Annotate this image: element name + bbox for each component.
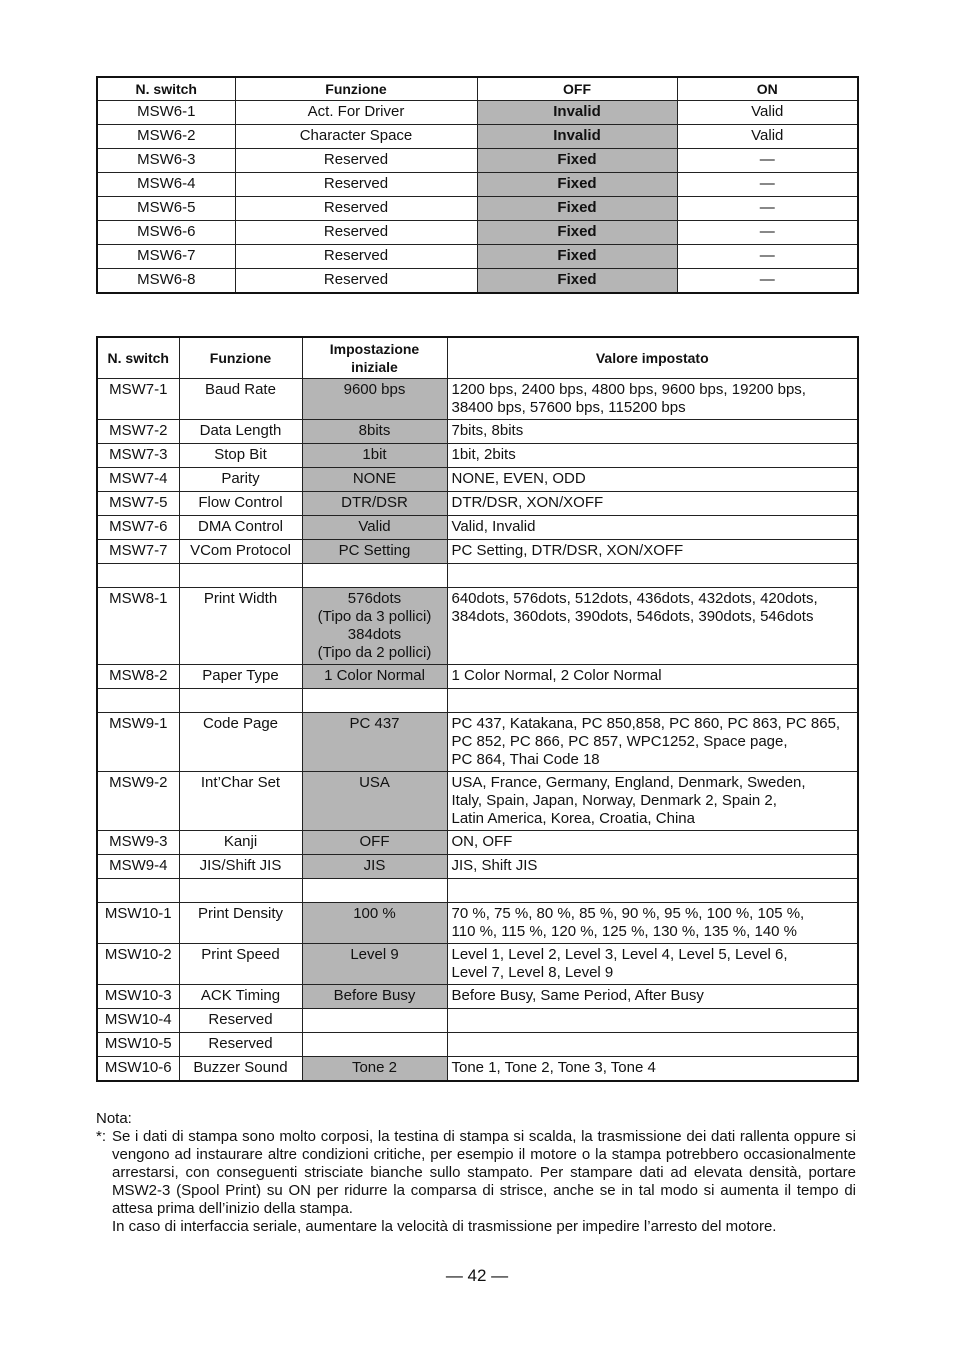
table-cell: DMA Control — [179, 516, 302, 540]
table-cell: Fixed — [477, 269, 677, 294]
table-cell: MSW7-1 — [97, 379, 179, 420]
table-row — [97, 468, 858, 492]
note-paragraph-2: In caso di interfaccia seriale, aumentare la velocità di trasmissione per impedire l’arresto del motore. — [112, 1218, 777, 1235]
table-cell: NONE — [302, 468, 447, 492]
table-cell: VCom Protocol — [179, 540, 302, 564]
note-mark: *: — [96, 1128, 107, 1145]
table-cell: Print Density — [179, 903, 302, 944]
msw7-10-table-header — [97, 337, 858, 379]
table-cell — [447, 689, 858, 713]
table-cell: MSW7-4 — [97, 468, 179, 492]
table-cell: 1bit — [302, 444, 447, 468]
note-title: Nota: — [96, 1110, 132, 1127]
table-cell: Valid — [677, 101, 858, 125]
table-cell: Reserved — [235, 221, 477, 245]
table-cell: Reserved — [179, 1033, 302, 1057]
table-cell: Reserved — [235, 173, 477, 197]
table-cell — [447, 1009, 858, 1033]
table-cell: Invalid — [477, 125, 677, 149]
table-cell — [447, 879, 858, 903]
table-cell — [302, 564, 447, 588]
table-cell: Print Width — [179, 588, 302, 665]
table-cell: Reserved — [235, 269, 477, 294]
table-cell: — — [677, 197, 858, 221]
table-row — [97, 221, 858, 245]
table-cell: 1 Color Normal — [302, 665, 447, 689]
table-cell: Baud Rate — [179, 379, 302, 420]
table-row — [97, 101, 858, 125]
table-cell: JIS — [302, 855, 447, 879]
table-cell: Kanji — [179, 831, 302, 855]
table-cell: PC 437, Katakana, PC 850,858, PC 860, PC 863, PC 865, PC 852, PC 866, PC 857, WPC1252, Space page, PC 864, Thai Code 18 — [447, 713, 858, 772]
table-cell: MSW6-3 — [97, 149, 235, 173]
table-row — [97, 903, 858, 944]
msw7-10-table — [96, 336, 859, 1082]
table-cell: Character Space — [235, 125, 477, 149]
table-row — [97, 245, 858, 269]
table-row — [97, 855, 858, 879]
header-cell: OFF — [477, 77, 677, 101]
table-cell: 640dots, 576dots, 512dots, 436dots, 432dots, 420dots, 384dots, 360dots, 390dots, 546dots, 390dots, 546dots — [447, 588, 858, 665]
table-cell: — — [677, 269, 858, 294]
table-cell: USA — [302, 772, 447, 831]
header-cell: Funzione — [235, 77, 477, 101]
note-body — [96, 1128, 856, 1236]
table-cell: 576dots (Tipo da 3 pollici) 384dots (Tipo da 2 pollici) — [302, 588, 447, 665]
table-cell: MSW6-4 — [97, 173, 235, 197]
msw6-table-header — [97, 77, 858, 101]
table-row — [97, 540, 858, 564]
table-cell: Fixed — [477, 149, 677, 173]
table-cell: JIS/Shift JIS — [179, 855, 302, 879]
table-cell: Buzzer Sound — [179, 1057, 302, 1082]
table-cell: Valid — [677, 125, 858, 149]
blank-row — [97, 879, 858, 903]
table-cell: JIS, Shift JIS — [447, 855, 858, 879]
table-cell — [302, 1033, 447, 1057]
table-cell: Tone 2 — [302, 1057, 447, 1082]
table-cell: Fixed — [477, 245, 677, 269]
table-cell: Paper Type — [179, 665, 302, 689]
table-cell: Tone 1, Tone 2, Tone 3, Tone 4 — [447, 1057, 858, 1082]
table-cell — [179, 689, 302, 713]
table-row — [97, 985, 858, 1009]
table-cell — [302, 879, 447, 903]
table-row — [97, 588, 858, 665]
table-cell: Flow Control — [179, 492, 302, 516]
table-cell: MSW10-4 — [97, 1009, 179, 1033]
table-cell: MSW6-2 — [97, 125, 235, 149]
table-cell — [97, 564, 179, 588]
table-cell: Valid — [302, 516, 447, 540]
table-row — [97, 1033, 858, 1057]
table-cell: Reserved — [235, 197, 477, 221]
table-row — [97, 492, 858, 516]
table-cell — [302, 689, 447, 713]
table-cell: MSW8-2 — [97, 665, 179, 689]
table-cell — [97, 689, 179, 713]
msw6-table — [96, 76, 859, 294]
table-cell: Invalid — [477, 101, 677, 125]
table-row — [97, 516, 858, 540]
header-cell: Impostazione iniziale — [302, 337, 447, 379]
table-cell: 1bit, 2bits — [447, 444, 858, 468]
table-cell: — — [677, 245, 858, 269]
table-cell: MSW7-2 — [97, 420, 179, 444]
table-cell: Valid, Invalid — [447, 516, 858, 540]
table-cell: MSW9-1 — [97, 713, 179, 772]
table-cell: 7bits, 8bits — [447, 420, 858, 444]
table-cell: Before Busy — [302, 985, 447, 1009]
page-number: — 42 — — [445, 1266, 509, 1285]
table-cell: — — [677, 173, 858, 197]
table-cell — [179, 879, 302, 903]
table-cell: 9600 bps — [302, 379, 447, 420]
table-cell: Int’Char Set — [179, 772, 302, 831]
table-cell: MSW7-7 — [97, 540, 179, 564]
table-cell: OFF — [302, 831, 447, 855]
table-cell: MSW7-3 — [97, 444, 179, 468]
table-cell — [97, 879, 179, 903]
table-row — [97, 444, 858, 468]
table-cell: Parity — [179, 468, 302, 492]
note-text — [112, 1128, 856, 1236]
table-row — [97, 149, 858, 173]
table-cell: MSW6-1 — [97, 101, 235, 125]
table-cell: MSW6-8 — [97, 269, 235, 294]
table-row — [97, 1009, 858, 1033]
table-cell: Fixed — [477, 197, 677, 221]
table-cell — [447, 1033, 858, 1057]
table-cell: 100 % — [302, 903, 447, 944]
table-row — [97, 944, 858, 985]
table-cell: MSW10-5 — [97, 1033, 179, 1057]
table-cell: MSW10-2 — [97, 944, 179, 985]
table-cell: DTR/DSR, XON/XOFF — [447, 492, 858, 516]
table-cell: 1 Color Normal, 2 Color Normal — [447, 665, 858, 689]
table-cell: MSW6-5 — [97, 197, 235, 221]
table-cell: Reserved — [235, 149, 477, 173]
table-cell: MSW6-6 — [97, 221, 235, 245]
table-cell: MSW10-6 — [97, 1057, 179, 1082]
table-cell: Reserved — [235, 245, 477, 269]
table-cell: MSW9-3 — [97, 831, 179, 855]
table-row — [97, 420, 858, 444]
table-row — [97, 772, 858, 831]
table-row — [97, 173, 858, 197]
table-cell: PC 437 — [302, 713, 447, 772]
table-cell: MSW9-4 — [97, 855, 179, 879]
table-cell: Level 1, Level 2, Level 3, Level 4, Level 5, Level 6, Level 7, Level 8, Level 9 — [447, 944, 858, 985]
table-row — [97, 379, 858, 420]
table-cell: — — [677, 149, 858, 173]
header-cell: N. switch — [97, 337, 179, 379]
table-cell: Level 9 — [302, 944, 447, 985]
table-row — [97, 125, 858, 149]
table-row — [97, 831, 858, 855]
table-cell: Code Page — [179, 713, 302, 772]
blank-row — [97, 689, 858, 713]
header-cell: Valore impostato — [447, 337, 858, 379]
table-cell: MSW8-1 — [97, 588, 179, 665]
table-cell: Print Speed — [179, 944, 302, 985]
table-cell: MSW6-7 — [97, 245, 235, 269]
table-cell: ACK Timing — [179, 985, 302, 1009]
header-cell: ON — [677, 77, 858, 101]
table-cell: MSW7-5 — [97, 492, 179, 516]
table-cell: Stop Bit — [179, 444, 302, 468]
table-cell: MSW10-3 — [97, 985, 179, 1009]
table-cell: MSW10-1 — [97, 903, 179, 944]
note-section — [96, 1110, 856, 1236]
table-cell: MSW7-6 — [97, 516, 179, 540]
table-row — [97, 713, 858, 772]
table-cell — [302, 1009, 447, 1033]
table-row — [97, 269, 858, 294]
table-cell: Fixed — [477, 173, 677, 197]
table-cell: DTR/DSR — [302, 492, 447, 516]
table-cell: 1200 bps, 2400 bps, 4800 bps, 9600 bps, 19200 bps, 38400 bps, 57600 bps, 115200 bps — [447, 379, 858, 420]
table-cell: PC Setting, DTR/DSR, XON/XOFF — [447, 540, 858, 564]
table-cell: Reserved — [179, 1009, 302, 1033]
table-cell: USA, France, Germany, England, Denmark, Sweden, Italy, Spain, Japan, Norway, Denmark 2, Spain 2, Latin America, Korea, Croatia, China — [447, 772, 858, 831]
header-cell: Funzione — [179, 337, 302, 379]
table-cell: Before Busy, Same Period, After Busy — [447, 985, 858, 1009]
table-cell: NONE, EVEN, ODD — [447, 468, 858, 492]
table-row — [97, 197, 858, 221]
table-cell: MSW9-2 — [97, 772, 179, 831]
table-cell: Data Length — [179, 420, 302, 444]
table-cell: PC Setting — [302, 540, 447, 564]
table-cell: — — [677, 221, 858, 245]
table-row — [97, 1057, 858, 1082]
table-cell — [179, 564, 302, 588]
table-cell: 8bits — [302, 420, 447, 444]
table-cell: Act. For Driver — [235, 101, 477, 125]
blank-row — [97, 564, 858, 588]
table-cell: Fixed — [477, 221, 677, 245]
note-paragraph-1: Se i dati di stampa sono molto corposi, la testina di stampa si scalda, la trasmissione dei dati rallenta oppure si vengono ad instaurare altre condizioni critiche, per esempio il motore o la stampa potrebbero occasionalmente arrestarsi, con conseguenti strisciate bianche sullo stampato. Per stampare dati ad elevata densità, portare MSW2-3 (Spool Print) su ON per ridurre la comparsa di strisce, anche se in tal modo si aumenta il tempo di attesa prima dell’inizio della stampa. — [112, 1128, 856, 1217]
header-cell: N. switch — [97, 77, 235, 101]
table-cell: ON, OFF — [447, 831, 858, 855]
table-row — [97, 665, 858, 689]
table-cell: 70 %, 75 %, 80 %, 85 %, 90 %, 95 %, 100 %, 105 %, 110 %, 115 %, 120 %, 125 %, 130 %, 135 %, 140 % — [447, 903, 858, 944]
table-cell — [447, 564, 858, 588]
